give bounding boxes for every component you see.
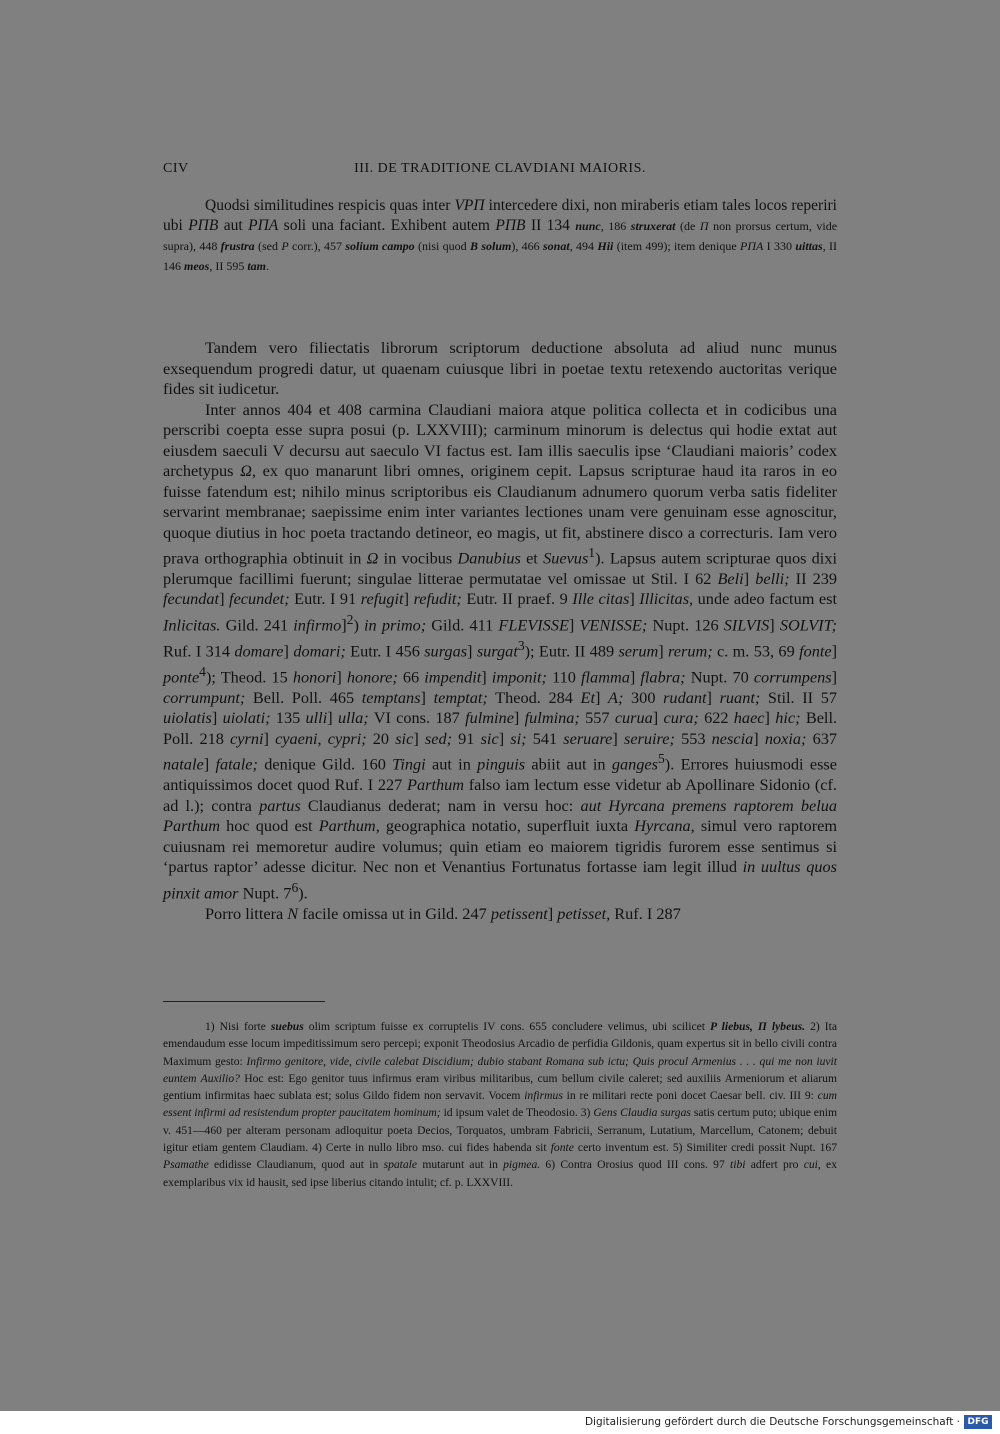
footnote-text: 1) Nisi forte suebus olim scriptum fuisse ex corruptelis IV cons. 655 concludere velimus, ubi scilicet P liebus, Π lybeus. 2) Ita emendaudum esse locum impeditissimum sero percepi; exponit Theodosius Arcadio de perfidia Gildonis, quam expertus sit in bello civili contra Maximum gesto: Infirmo genitore, vide, civile calebat Discidium; dubio stabant Romana sub ictu; Quis procul Armenius . . . qui me non iuvit euntem Auxilio? Hoc est: Ego genitor tuus infirmus eram viribus militaribus, cum bellum civile caleret; sed auxiliis Armeniorum et aliarum gentium infirmitas haec sublata est; solus Gildo fidem non servavit. Vocem infirmus in re militari recte poni docet Caesar bell. civ. III 9: cum essent infirmi ad resistendum propter paucitatem hominum; id ipsum valet de Theodosio. 3) Gens Claudia surgas satis certum puto; ubique enim v. 451—460 per alteram personam adloquitur poeta Decios, Torquatos, umbram Fabricii, Serranum, Lutatium, Marcellum, Catonem; debuit igitur etiam gentem Claudiam. 4) Certe in nullo libro mso. cui fides habenda sit fonte certo inventum est. 5) Similiter credi possit Nupt. 167 Psamathe edidisse Claudianum, quod aut in spatale mutarunt aut in pigmea. 6) Contra Orosius quod III cons. 97 tibi adfert pro cui, ex exemplaribus vix id hausit, sed ipse liberius citando intulit; cf. p. LXXVIII. xyxy=(163,1020,837,1189)
page-number: CIV xyxy=(163,161,189,176)
paragraph-2: Inter annos 404 et 408 carmina Claudiani maiora atque politica collecta et in codicibus una perscribi coepta esse supra posui (p. LXXVIII); carminum minorum is delectus qui hodie extat aut eiusdem saeculi V decursu aut saeculo VI factus est. Iam illis saeculis ipse ‘Claudiani maioris’ codex archetypus Ω, ex quo manarunt libri omnes, originem cepit. Lapsus scripturae haud ita raros in eo fuisse fatendum est; nihilo minus scriptoribus eis Claudianum adnumero quorum verba satis fideliter servarint membranae; saepissime enim inter variantes lectiones unam vere genuinam esse agnoscitur, quoque diutius in hoc poeta tractando detineor, eo magis, ut fit, abstinere disco a correcturis. Iam vero prava orthographia obtinuit in Ω in vocibus Danubius et Suevus$^1$). Lapsus autem scripturae quos dixi plerumque facillimi fuerunt; singulae litterae permutatae vel omissae ut Stil. I 62 Beli] belli; II 239 fecundat] fecundet; Eutr. I 91 refugit] refudit; Eutr. II praef. 9 Ille citas] Illicitas, unde adeo factum est Inlicitas. Gild. 241 infirmo]$^2$) in primo; Gild. 411 FLEVISSE] VENISSE; Nupt. 126 SILVIS] SOLVIT; Ruf. I 314 domare] domari; Eutr. I 456 surgas] surgat$^3$); Eutr. II 489 serum] rerum; c. m. 53, 69 fonte] ponte$^4$); Theod. 15 honori] honore; 66 impendit] imponit; 110 flamma] flabra; Nupt. 70 corrumpens] corrumpunt; Bell. Poll. 465 temptans] temptat; Theod. 284 Et] A; 300 rudant] ruant; Stil. II 57 uiolatis] uiolati; 135 ulli] ulla; VI cons. 187 fulmine] fulmina; 557 curua] cura; 622 haec] hic; Bell. Poll. 218 cyrni] cyaeni, cypri; 20 sic] sed; 91 sic] si; 541 seruare] seruire; 553 nescia] noxia; 637 natale] fatale; denique Gild. 160 Tingi aut in pinguis abiit aut in ganges$^5$). Errores huiusmodi esse antiquissimos docet quod Ruf. I 227 Parthum falso iam lectum esse videtur ab Apollinare Sidonio (cf. ad l.); contra partus Claudianus dederat; nam in versu hoc: aut Hyrcana premens raptorem belua Parthum hoc quod est Parthum, geographica notatio, superfluit iuxta Hyrcana, simul vero raptorem cuiusnam rei memoretur audire volumus; quin etiam eo maiorem tigridis furorem esse sentimus si ‘partus raptor’ adesse dicitur. Nec non et Venantius Fortunatus fortasse iam legit illud in uultus quos pinxit amor Nupt. $7^6$). xyxy=(163,399,838,903)
footnotes xyxy=(163,1018,837,1191)
footnote-divider xyxy=(163,1001,325,1002)
footer-bar xyxy=(0,1411,1000,1434)
paragraph-3: Porro littera N facile omissa ut in Gild. 247 petissent] petisset, Ruf. I 287 xyxy=(205,903,681,923)
dfg-logo: DFG xyxy=(964,1415,992,1429)
intro-paragraph: Quodsi similitudines respicis quas inter VPΠ intercedere dixi, non miraberis etiam tales locos reperiri ubi PΠB aut PΠA soli una faciant. Exhibent autem PΠB II 134 nunc, 186 struxerat (de Π non prorsus certum, vide supra), 448 frustra (sed P corr.), 457 solium campo (nisi quod B solum), 466 sonat, 494 Hii (item 499); item denique PΠA I 330 uittas, II 146 meos, II 595 tam. xyxy=(163,197,838,273)
main-text xyxy=(163,338,837,924)
running-title: III. DE TRADITIONE CLAVDIANI MAIORIS. xyxy=(354,161,646,176)
paragraph-1: Tandem vero filiectatis librorum scriptorum deductione absoluta ad aliud nunc munus exsequendum progredi datur, ut quaenam cuiusque libri in poetae textu retexendo auctoritas verique fides sit iudicetur. xyxy=(163,338,837,398)
funding-credit: Digitalisierung gefördert durch die Deutsche Forschungsgemeinschaft · xyxy=(584,1416,960,1428)
intro-small-text: nunc, 186 struxerat (de Π non prorsus certum, vide supra), 448 frustra (sed P corr.), 457 solium campo (nisi quod B solum), 466 sonat, 494 Hii (item 499); item denique PΠA I 330 uittas, II 146 meos, II 595 tam. xyxy=(163,219,838,273)
